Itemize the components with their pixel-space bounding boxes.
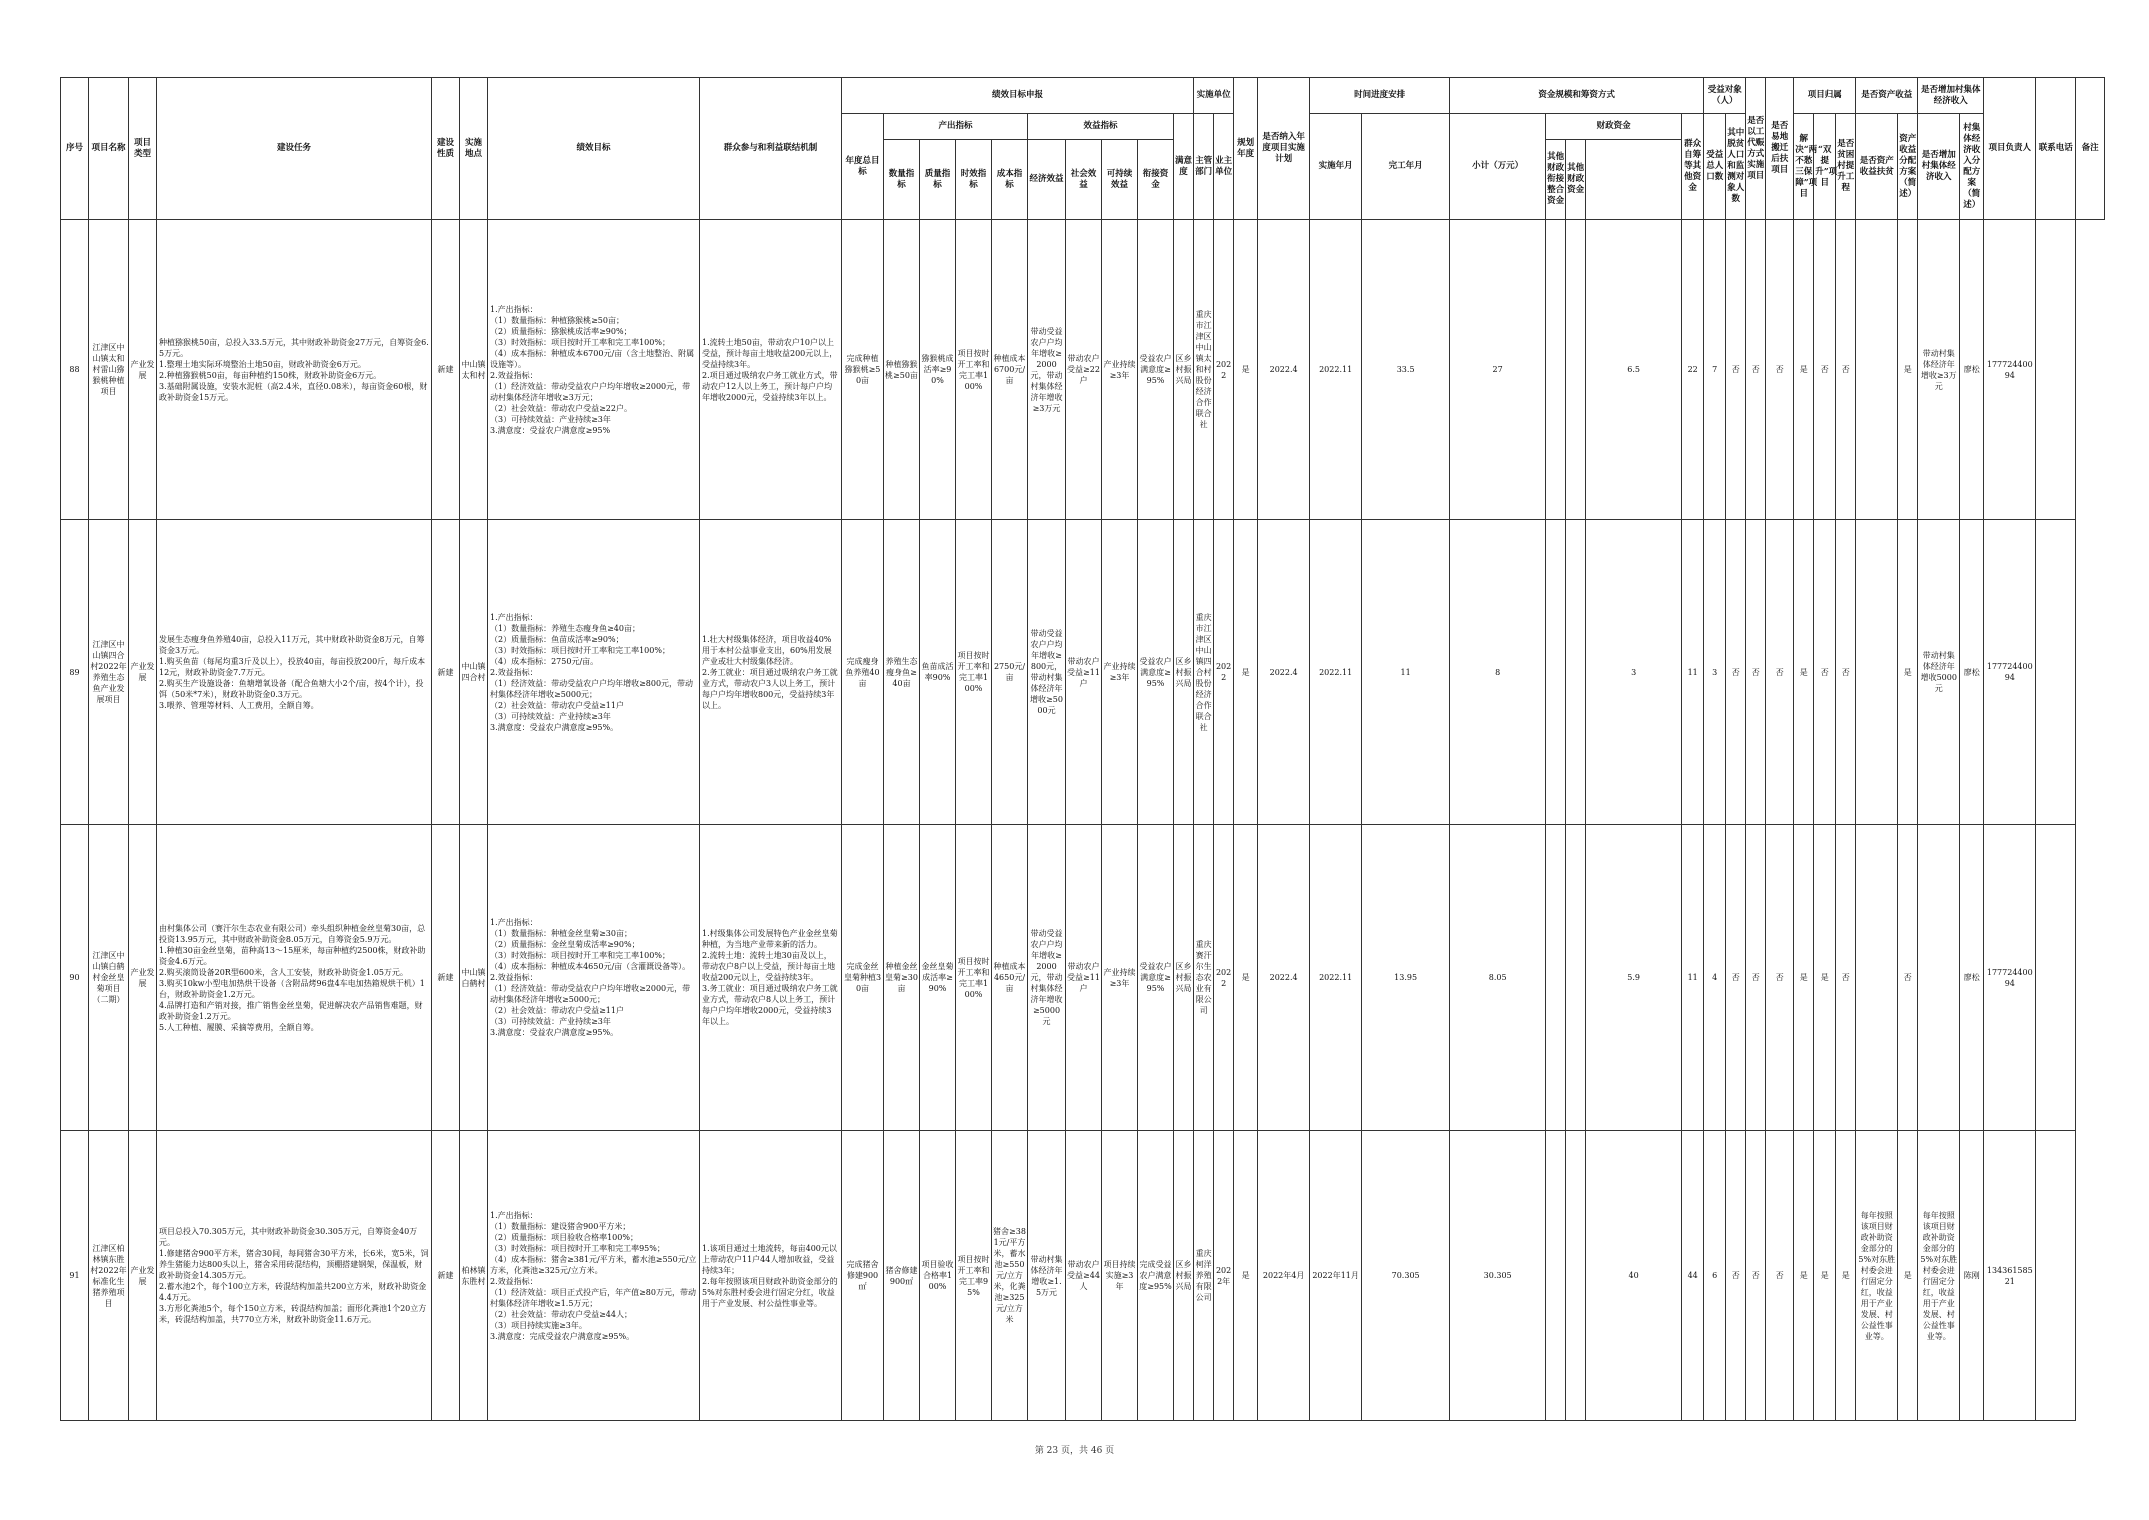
cell-start: 2022.4 xyxy=(1258,520,1310,825)
cell-phone: 17772440094 xyxy=(1984,825,2036,1131)
cell-b-sustain: 项目持续实施≥3年 xyxy=(1102,1131,1138,1421)
cell-o-quality: 金丝皇菊成活率≥90% xyxy=(920,825,956,1131)
cell-b-sustain: 产业持续≥3年 xyxy=(1102,220,1138,520)
cell-name: 江津区中山镇四合村2022年养殖生态鱼产业发展项目 xyxy=(89,520,129,825)
cell-nature: 新建 xyxy=(432,220,460,520)
col-o-qty: 数量指标 xyxy=(884,140,920,220)
cell-leader: 廖松 xyxy=(1960,520,1984,825)
cell-col-plan: 每年按照该项目财政补助资金部分的5%对东胜村委会进行固定分红，收益用于产业发展、村公益性事业等。 xyxy=(1918,1131,1960,1421)
cell-owner: 重庆赛汗尔生态农业有限公司 xyxy=(1194,825,1214,1131)
table-row xyxy=(61,825,2105,1131)
col-subtotal: 小计（万元） xyxy=(1450,114,1546,220)
cell-leader: 廖松 xyxy=(1960,220,1984,520)
col-task: 建设任务 xyxy=(157,78,432,220)
table-row xyxy=(61,1131,2105,1421)
col-fin-misc: 其他财政资金 xyxy=(1566,140,1586,220)
cell-o-quality: 猕猴桃成活率≥90% xyxy=(920,220,956,520)
cell-ben-poor: 6 xyxy=(1704,1131,1726,1421)
cell-relocation: 否 xyxy=(1746,520,1766,825)
group-time: 时间进度安排 xyxy=(1310,78,1450,114)
cell-fin-misc xyxy=(1566,220,1586,520)
cell-ben-poor: 7 xyxy=(1704,220,1726,520)
col-two-three: 解决“两不愁三保障”项目 xyxy=(1794,114,1814,220)
cell-two-three: 否 xyxy=(1766,520,1794,825)
cell-fin-misc xyxy=(1566,825,1586,1131)
cell-b-social: 带动农户受益≥44人 xyxy=(1066,1131,1102,1421)
project-table xyxy=(60,77,2105,1421)
cell-key-village: 是 xyxy=(1794,825,1814,1131)
cell-leader: 廖松 xyxy=(1960,825,1984,1131)
cell-asset-plan xyxy=(1856,520,1898,825)
col-annual: 年度总目标 xyxy=(842,114,884,220)
cell-end: 2022.11 xyxy=(1310,520,1362,825)
cell-perf: 1.产出指标： （1）数量指标：种植金丝皇菊≥30亩； （2）质量指标：金丝皇菊成活率≥90%； （3）时效指标：项目按时开工率和完工率100%； （4）成本指标：种植成本4650元/亩（含灌溉设备等）。 2.效益指标： （1）经济效益：带动受益农户户均年增收≥2000元，带动村集体经济年增收≥5000元； （2）社会效益：带动农户受益≥11户 （3）可持续效益：产业持续≥3年 3.满意度：受益农户满意度≥95%。 xyxy=(488,825,700,1131)
cell-satisfaction: 受益农户满意度≥95% xyxy=(1138,520,1174,825)
cell-workrelief: 否 xyxy=(1726,1131,1746,1421)
cell-b-social: 带动农户受益≥11户 xyxy=(1066,520,1102,825)
cell-in-plan: 是 xyxy=(1234,520,1258,825)
cell-type: 产业发展 xyxy=(129,825,157,1131)
cell-fin-other xyxy=(1546,825,1566,1131)
cell-satisfaction: 受益农户满意度≥95% xyxy=(1138,825,1174,1131)
cell-asset-yn: 是 xyxy=(1836,1131,1856,1421)
cell-asset-yn: 否 xyxy=(1836,520,1856,825)
col-o-time: 时效指标 xyxy=(956,140,992,220)
cell-end: 2022.11 xyxy=(1310,825,1362,1131)
col-col-yn: 是否增加村集体经济收入 xyxy=(1918,114,1960,220)
cell-perf: 1.产出指标： （1）数量指标：建设猪舍900平方米； （2）质量指标：项目验收合格率100%； （3）时效指标：项目按时开工率和完工率95%； （4）成本指标：猪舍≥381元/平方米，蓄水池≥550元/立方米，化粪池≥325元/立方米。 2.效益指标： （1）经济效益：项目正式投产后，年产值≥80万元，带动村集体经济年增收≥1.5万元； （2）社会效益：带动农户受益≥44人； （3）项目持续实施≥3年。 3.满意度：完成受益农户满意度≥95%。 xyxy=(488,1131,700,1421)
cell-task: 项目总投入70.305万元，其中财政补助资金30.305万元，自筹资金40万元。 1.修建猪舍900平方米，猪舍30间，每间猪舍30平方米，长6米，宽5米，饲养生猪能力达800头以上，猪舍采用砖混结构，顶棚搭建钢架，保温板，财政补助资金14.305万元。 2.蓄水池2个，每个100立方米，砖混结构加盖共200立方米，财政补助资金4.4万元。 3.方形化粪池5个，每个150立方米，砖混结构加盖；面形化粪池1个20立方米，砖混结构加盖，共770立方米，财政补助资金11.6万元。 xyxy=(157,1131,432,1421)
cell-self: 6.5 xyxy=(1586,220,1682,520)
col-owner: 业主单位 xyxy=(1214,114,1234,220)
cell-two-three: 否 xyxy=(1766,1131,1794,1421)
cell-seq: 91 xyxy=(61,1131,89,1421)
cell-nature: 新建 xyxy=(432,520,460,825)
cell-o-cost: 种植成本4650元/亩 xyxy=(992,825,1028,1131)
cell-fin-direct: 27 xyxy=(1450,220,1546,520)
cell-satisfaction: 受益农户满意度≥95% xyxy=(1138,220,1174,520)
cell-start: 2022.4 xyxy=(1258,220,1310,520)
col-mech: 群众参与和利益联结机制 xyxy=(700,78,842,220)
cell-seq: 88 xyxy=(61,220,89,520)
cell-nature: 新建 xyxy=(432,825,460,1131)
cell-plan-year: 2022 xyxy=(1214,825,1234,1131)
page-footer: 第 23 页，共 46 页 xyxy=(1034,1446,1115,1456)
col-o-cost: 成本指标 xyxy=(992,140,1028,220)
group-perf: 绩效目标申报 xyxy=(842,78,1194,114)
group-fin: 财政资金 xyxy=(1546,114,1682,140)
cell-key-village: 是 xyxy=(1794,1131,1814,1421)
cell-self: 3 xyxy=(1586,520,1682,825)
cell-two-three: 否 xyxy=(1766,825,1794,1131)
cell-annual: 完成猪舍修建900㎡ xyxy=(842,1131,884,1421)
cell-o-qty: 猪舍修建900㎡ xyxy=(884,1131,920,1421)
cell-self: 5.9 xyxy=(1586,825,1682,1131)
cell-relocation: 否 xyxy=(1746,825,1766,1131)
cell-col-plan: 带动村集体经济年增收≥3万元 xyxy=(1918,220,1960,520)
col-relocation: 是否易地搬迁后扶项目 xyxy=(1766,78,1794,220)
cell-b-sustain: 产业持续≥3年 xyxy=(1102,520,1138,825)
cell-subtotal: 33.5 xyxy=(1362,220,1450,520)
cell-help-village: 是 xyxy=(1814,825,1836,1131)
cell-mech: 1.该项目通过土地流转，每亩400元以上带动农户11户44人增加收益，受益持续3年； 2.每年按照该项目财政补助资金部分的5%对东胜村委会进行固定分红，收益用于产业发展、村公益性事业等。 xyxy=(700,1131,842,1421)
cell-owner: 重庆市江津区中山镇四合村股份经济合作联合社 xyxy=(1194,520,1214,825)
cell-o-qty: 种植猕猴桃≥50亩 xyxy=(884,220,920,520)
project-table-sheet xyxy=(60,77,2105,1420)
group-beneficiary: 受益对象（人） xyxy=(1704,78,1746,114)
cell-col-plan xyxy=(1918,825,1960,1131)
cell-site: 中山镇太和村 xyxy=(460,220,488,520)
cell-annual: 完成瘦身鱼养殖40亩 xyxy=(842,520,884,825)
col-start: 实施年月 xyxy=(1310,114,1362,220)
cell-help-village: 是 xyxy=(1814,1131,1836,1421)
cell-asset-plan: 每年按照该项目财政补助资金部分的5%对东胜村委会进行固定分红，收益用于产业发展、村公益性事业等。 xyxy=(1856,1131,1898,1421)
cell-seq: 90 xyxy=(61,825,89,1131)
cell-phone: 17772440094 xyxy=(1984,220,2036,520)
cell-dept: 区乡村振兴局 xyxy=(1174,220,1194,520)
cell-site: 柏林镇东胜村 xyxy=(460,1131,488,1421)
cell-satisfaction: 完成受益农户满意度≥95% xyxy=(1138,1131,1174,1421)
cell-help-village: 否 xyxy=(1814,520,1836,825)
cell-self: 40 xyxy=(1586,1131,1682,1421)
cell-ben-total: 11 xyxy=(1682,520,1704,825)
col-key-village: “双提升”项目 xyxy=(1814,114,1836,220)
col-phone: 联系电话 xyxy=(2036,78,2076,220)
group-benefit: 效益指标 xyxy=(1028,114,1174,140)
cell-end: 2022年11月 xyxy=(1310,1131,1362,1421)
cell-remark xyxy=(2036,1131,2076,1421)
col-fin-other: 其他财政衔接整合资金 xyxy=(1546,140,1566,220)
col-leader: 项目负责人 xyxy=(1984,78,2036,220)
cell-subtotal: 70.305 xyxy=(1362,1131,1450,1421)
cell-owner: 重庆柯洋养殖有限公司 xyxy=(1194,1131,1214,1421)
col-workrelief: 是否以工代赈方式实施项目 xyxy=(1746,78,1766,220)
cell-b-social: 带动农户受益≥22户 xyxy=(1066,220,1102,520)
cell-subtotal: 13.95 xyxy=(1362,825,1450,1131)
cell-ben-total: 44 xyxy=(1682,1131,1704,1421)
cell-task: 发展生态瘦身鱼养殖40亩，总投入11万元，其中财政补助资金8万元，自筹资金3万元。 1.购买鱼苗（每尾均重3斤及以上），投放40亩，每亩投放200斤，每斤成本12元，财政补助资金7.7万元。 2.购买生产设施设备：鱼塘增氧设备（配合鱼塘大小2个/亩，按4个计），投饵（50米*7米），财政补助资金0.3万元。 3.喂养、管理等材料、人工费用，全额自筹。 xyxy=(157,520,432,825)
cell-site: 中山镇白鹤村 xyxy=(460,825,488,1131)
cell-help-village: 否 xyxy=(1814,220,1836,520)
cell-mech: 1.壮大村级集体经济，项目收益40%用于本村公益事业支出，60%用发展产业或壮大村级集体经济。 2.务工就业：项目通过吸纳农户务工就业方式，带动农户3人以上务工，预计每户户均年增收800元，受益持续3年以上。 xyxy=(700,520,842,825)
cell-end: 2022.11 xyxy=(1310,220,1362,520)
col-seq: 序号 xyxy=(61,78,89,220)
cell-o-quality: 项目验收合格率100% xyxy=(920,1131,956,1421)
cell-col-yn: 是 xyxy=(1898,220,1918,520)
col-dept: 主管部门 xyxy=(1194,114,1214,220)
cell-fin-other xyxy=(1546,220,1566,520)
cell-dept: 区乡村振兴局 xyxy=(1174,1131,1194,1421)
cell-phone: 17772440094 xyxy=(1984,520,2036,825)
cell-asset-yn: 否 xyxy=(1836,220,1856,520)
col-in-plan: 是否纳入年度项目实施计划 xyxy=(1258,78,1310,220)
cell-in-plan: 是 xyxy=(1234,825,1258,1131)
table-row xyxy=(61,520,2105,825)
cell-fin-direct: 8 xyxy=(1450,520,1546,825)
cell-task: 由村集体公司（赛汗尔生态农业有限公司）牵头组织种植金丝皇菊30亩，总投资13.95万元，其中财政补助资金8.05万元，自筹资金5.9万元。 1.种植30亩金丝皇菊，苗种高13～15厘米，每亩种植约2500株，财政补助资金4.6万元。 2.购买滚筒设备20R型600米，含人工安装，财政补助资金1.05万元。 3.购买10kw小型电加热烘干设备（含附品烤96盘4车电加热箱规烘干机）1台，财政补助资金1.2万元。 4.品牌打造和产销对接，推广销售金丝皇菊，促进解决农产品销售难题，财政补助资金1.2万元。 5.人工种植、履膜、采摘等费用，全额自筹。 xyxy=(157,825,432,1131)
col-asset-plan: 资产收益分配方案（简述） xyxy=(1898,114,1918,220)
cell-name: 江津区柏林镇东胜村2022年标准化生猪养殖项目 xyxy=(89,1131,129,1421)
cell-o-qty: 种植金丝皇菊≥30亩 xyxy=(884,825,920,1131)
cell-workrelief: 否 xyxy=(1726,220,1746,520)
cell-subtotal: 11 xyxy=(1362,520,1450,825)
col-b-econ: 经济效益 xyxy=(1028,140,1066,220)
cell-col-yn: 否 xyxy=(1898,825,1918,1131)
cell-nature: 新建 xyxy=(432,1131,460,1421)
cell-ben-poor: 4 xyxy=(1704,825,1726,1131)
col-site: 实施地点 xyxy=(460,78,488,220)
cell-o-quality: 鱼苗成活率90% xyxy=(920,520,956,825)
cell-task: 种植猕猴桃50亩，总投入33.5万元，其中财政补助资金27万元，自筹资金6.5万元。 1.整理土地实际环境整治土地50亩，财政补助资金6万元。 2.种植猕猴桃50亩，每亩种植约150株，财政补助资金6万元。 3.基础附属设施，安装水泥桩（高2.4米，直径0.08米），每亩资金60根，财政补助资金15万元。 xyxy=(157,220,432,520)
header-row-1 xyxy=(61,78,2105,114)
col-b-social: 社会效益 xyxy=(1066,140,1102,220)
cell-seq: 89 xyxy=(61,520,89,825)
cell-owner: 重庆市江津区中山镇太和村股份经济合作联合社 xyxy=(1194,220,1214,520)
cell-b-econ: 带动受益农户户均年增收≥800元，带动村集体经济年增收≥5000元 xyxy=(1028,520,1066,825)
cell-fin-misc xyxy=(1566,520,1586,825)
cell-relocation: 否 xyxy=(1746,1131,1766,1421)
col-b-sustain: 可持续效益 xyxy=(1102,140,1138,220)
cell-plan-year: 2022年 xyxy=(1214,1131,1234,1421)
cell-ben-poor: 3 xyxy=(1704,520,1726,825)
cell-mech: 1.村级集体公司发展特色产业金丝皇菊种植，为当地产业带来新的活力。 2.流转土地：流转土地30亩及以上，带动农户8户以上受益，预计每亩土地收益200元以上，受益持续3年。 3.务工就业：项目通过吸纳农户务工就业方式，带动农户8人以上务工，预计每户户均年增收2000元，受益持续3年以上。 xyxy=(700,825,842,1131)
col-nature: 建设性质 xyxy=(432,78,460,220)
cell-workrelief: 否 xyxy=(1726,520,1746,825)
cell-key-village: 是 xyxy=(1794,220,1814,520)
cell-o-cost: 2750元/亩 xyxy=(992,520,1028,825)
cell-col-plan: 带动村集体经济年增收5000元 xyxy=(1918,520,1960,825)
col-ben-poor: 其中脱贫人口和监测对象人数 xyxy=(1726,114,1746,220)
cell-fin-direct: 30.305 xyxy=(1450,1131,1546,1421)
col-fin-direct: 衔接资金 xyxy=(1138,140,1174,220)
cell-key-village: 是 xyxy=(1794,520,1814,825)
cell-b-econ: 带动受益农户户均年增收≥2000元，带动村集体经济年增收≥5000元 xyxy=(1028,825,1066,1131)
cell-fin-other xyxy=(1546,1131,1566,1421)
cell-b-sustain: 产业持续≥3年 xyxy=(1102,825,1138,1131)
cell-name: 江津区中山镇白鹤村金丝皇菊项目（二期） xyxy=(89,825,129,1131)
col-perf: 绩效目标 xyxy=(488,78,700,220)
cell-o-qty: 养殖生态瘦身鱼≥40亩 xyxy=(884,520,920,825)
cell-o-cost: 种植成本6700元/亩 xyxy=(992,220,1028,520)
cell-b-econ: 带动受益农户户均年增收≥2000元，带动村集体经济年增收≥3万元 xyxy=(1028,220,1066,520)
cell-o-time: 项目按时开工率和完工率95% xyxy=(956,1131,992,1421)
cell-remark xyxy=(2036,220,2076,520)
col-type: 项目类型 xyxy=(129,78,157,220)
cell-start: 2022.4 xyxy=(1258,825,1310,1131)
col-help-village: 是否贫困村提升工程 xyxy=(1836,114,1856,220)
cell-o-time: 项目按时开工率和完工率100% xyxy=(956,220,992,520)
cell-b-social: 带动农户受益≥11户 xyxy=(1066,825,1102,1131)
col-self: 群众自筹等其他资金 xyxy=(1682,114,1704,220)
col-remark: 备注 xyxy=(2076,78,2105,220)
col-o-quality: 质量指标 xyxy=(920,140,956,220)
cell-relocation: 否 xyxy=(1746,220,1766,520)
cell-dept: 区乡村振兴局 xyxy=(1174,825,1194,1131)
cell-perf: 1.产出指标： （1）数量指标：养殖生态瘦身鱼≥40亩； （2）质量指标：鱼苗成活率≥90%； （3）时效指标：项目按时开工率和完工率100%； （4）成本指标：2750元/亩。 2.效益指标： （1）经济效益：带动受益农户户均年增收≥800元，带动村集体经济年增收≥5000元； （2）社会效益：带动农户受益≥11户 （3）可持续效益：产业持续≥3年 3.满意度：受益农户满意度≥95%。 xyxy=(488,520,700,825)
col-end: 完工年月 xyxy=(1362,114,1450,220)
cell-o-time: 项目按时开工率和完工率100% xyxy=(956,825,992,1131)
group-unit: 实施单位 xyxy=(1194,78,1234,114)
cell-col-yn: 是 xyxy=(1898,1131,1918,1421)
cell-in-plan: 是 xyxy=(1234,220,1258,520)
cell-asset-plan xyxy=(1856,825,1898,1131)
col-satisfaction: 满意度 xyxy=(1174,114,1194,220)
cell-col-yn: 是 xyxy=(1898,520,1918,825)
group-fund: 资金规模和筹资方式 xyxy=(1450,78,1704,114)
cell-perf: 1.产出指标： （1）数量指标：种植猕猴桃≥50亩； （2）质量指标：猕猴桃成活率≥90%； （3）时效指标：项目按时开工率和完工率100%； （4）成本指标：种植成本6700元/亩（含土地整治、附属设施等）。 2.效益指标： （1）经济效益：带动受益农户户均年增收≥2000元，带动村集体经济年增收≥3万元； （2）社会效益：带动农户受益≥22户。 （3）可持续效益：产业持续≥3年 3.满意度：受益农户满意度≥95% xyxy=(488,220,700,520)
cell-fin-misc xyxy=(1566,1131,1586,1421)
col-name: 项目名称 xyxy=(89,78,129,220)
cell-dept: 区乡村振兴局 xyxy=(1174,520,1194,825)
cell-b-econ: 带动村集体经济年增收≥1.5万元 xyxy=(1028,1131,1066,1421)
cell-site: 中山镇四合村 xyxy=(460,520,488,825)
cell-asset-plan xyxy=(1856,220,1898,520)
table-row xyxy=(61,220,2105,520)
cell-remark xyxy=(2036,520,2076,825)
cell-o-time: 项目按时开工率和完工率100% xyxy=(956,520,992,825)
cell-fin-direct: 8.05 xyxy=(1450,825,1546,1131)
cell-fin-other xyxy=(1546,520,1566,825)
cell-o-cost: 猪舍≥381元/平方米，蓄水池≥550元/立方米，化粪池≥325元/立方米 xyxy=(992,1131,1028,1421)
cell-asset-yn: 否 xyxy=(1836,825,1856,1131)
cell-annual: 完成种植猕猴桃≥50亩 xyxy=(842,220,884,520)
cell-ben-total: 22 xyxy=(1682,220,1704,520)
group-asset: 是否资产收益 xyxy=(1856,78,1918,114)
cell-plan-year: 2022 xyxy=(1214,220,1234,520)
cell-leader: 陈刚 xyxy=(1960,1131,1984,1421)
cell-type: 产业发展 xyxy=(129,520,157,825)
col-plan-year: 规划年度 xyxy=(1234,78,1258,220)
cell-start: 2022年4月 xyxy=(1258,1131,1310,1421)
cell-ben-total: 11 xyxy=(1682,825,1704,1131)
cell-phone: 13436158521 xyxy=(1984,1131,2036,1421)
group-collective: 是否增加村集体经济收入 xyxy=(1918,78,1984,114)
group-output: 产出指标 xyxy=(884,114,1028,140)
col-col-plan: 村集体经济收入分配方案（简述） xyxy=(1960,114,1984,220)
cell-annual: 完成金丝皇菊种植30亩 xyxy=(842,825,884,1131)
group-belong: 项目归属 xyxy=(1794,78,1856,114)
cell-type: 产业发展 xyxy=(129,220,157,520)
cell-name: 江津区中山镇太和村雷山猕猴桃种植项目 xyxy=(89,220,129,520)
col-asset-yn: 是否资产收益扶贫 xyxy=(1856,114,1898,220)
cell-remark xyxy=(2036,825,2076,1131)
cell-two-three: 否 xyxy=(1766,220,1794,520)
col-ben-total: 受益总人口数 xyxy=(1704,114,1726,220)
cell-in-plan: 是 xyxy=(1234,1131,1258,1421)
cell-plan-year: 2022 xyxy=(1214,520,1234,825)
cell-mech: 1.流转土地50亩，带动农户10户以上受益，预计每亩土地收益200元以上，受益持续3年。 2.项目通过吸纳农户务工就业方式，带动农户12人以上务工，预计每户户均年增收2000元，受益持续3年以上。 xyxy=(700,220,842,520)
cell-workrelief: 否 xyxy=(1726,825,1746,1131)
cell-type: 产业发展 xyxy=(129,1131,157,1421)
